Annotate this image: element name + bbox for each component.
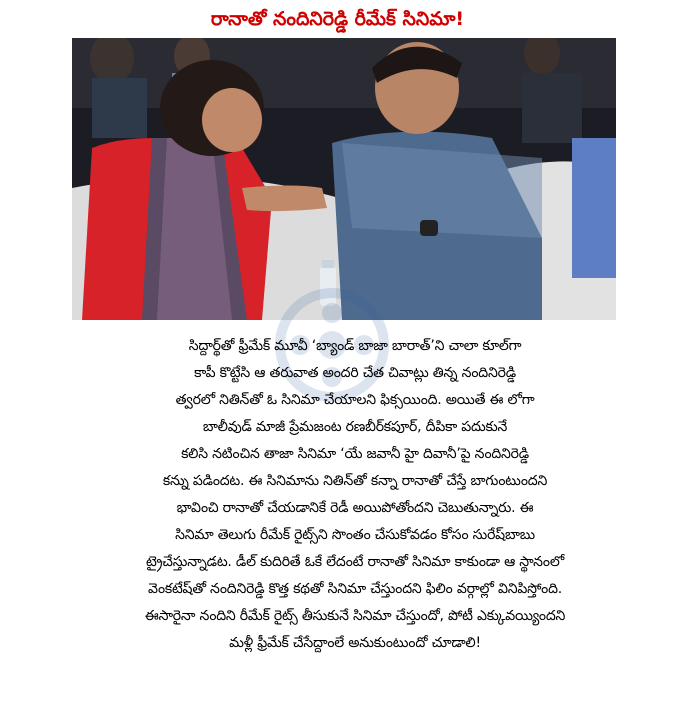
article-line: ట్రైచేస్తున్నాడట. డీల్ కుదిరితే ఓకే లేదంటే రానాతో సినిమా కాకుండా ఆ స్థానంలో: [145, 554, 565, 570]
article-line: భావించి రానాతో చేయడానికే రెడీ అయిపోతోందని చెబుతున్నారు. ఈ: [176, 500, 534, 516]
photo-of-two-people-talking-icon: [72, 38, 616, 320]
article-body: [60, 333, 650, 657]
article-line: కాపీ కొట్టేసి ఆ తరువాత అందరి చేత చివాట్లు తిన్న నందినిరెడ్డి: [194, 365, 516, 381]
article-line: త్వరలో నితిన్‌తో ఓ సినిమా చేయాలని ఫిక్సయింది. అయితే ఈ లోగా: [175, 392, 535, 408]
article-photo: [72, 38, 616, 320]
article-line: వెంకటేష్‌తో నందినిరెడ్డి కొత్త కథతో సినిమా చేస్తుందని ఫిలిం వర్గాల్లో వినిపిస్తోంది.: [147, 581, 563, 597]
article-line: కలిసి నటించిన తాజా సినిమా ‘యే జవానీ హై దివానీ’పై నందినిరెడ్డి: [181, 446, 529, 462]
article-line: సినిమా తెలుగు రీమేక్ రైట్స్‌ని సొంతం చేసుకోవడం కోసం సురేష్‌బాబు: [175, 527, 535, 543]
article-line: సిద్దార్థ్‌తో ఫ్రీమేక్ మూవీ ‘బ్యాండ్ బాజా బారాత్’ని చాలా కూల్‌గా: [188, 338, 522, 354]
article-line: ఈసారైనా నందిని రీమేక్ రైట్స్ తీసుకునే సినిమా చేస్తుందో, పోటీ ఎక్కువయ్యిందని: [144, 608, 566, 624]
article-line: కన్ను పడిందట. ఈ సినిమాను నితిన్‌తో కన్నా రానాతో చేస్తే బాగుంటుందని: [162, 473, 548, 489]
article-line: బాలీవుడ్ మాజీ ప్రేమజంట రణబీర్‌కపూర్, దీపికా పదుకునే: [202, 419, 508, 435]
article-line: మళ్లీ ఫ్రీమేక్ చేసేద్దాంలే అనుకుంటుందో చూడాలి!: [229, 635, 481, 651]
headline: రానాతో నందినిరెడ్డి రీమేక్ సినిమా!: [210, 8, 465, 30]
